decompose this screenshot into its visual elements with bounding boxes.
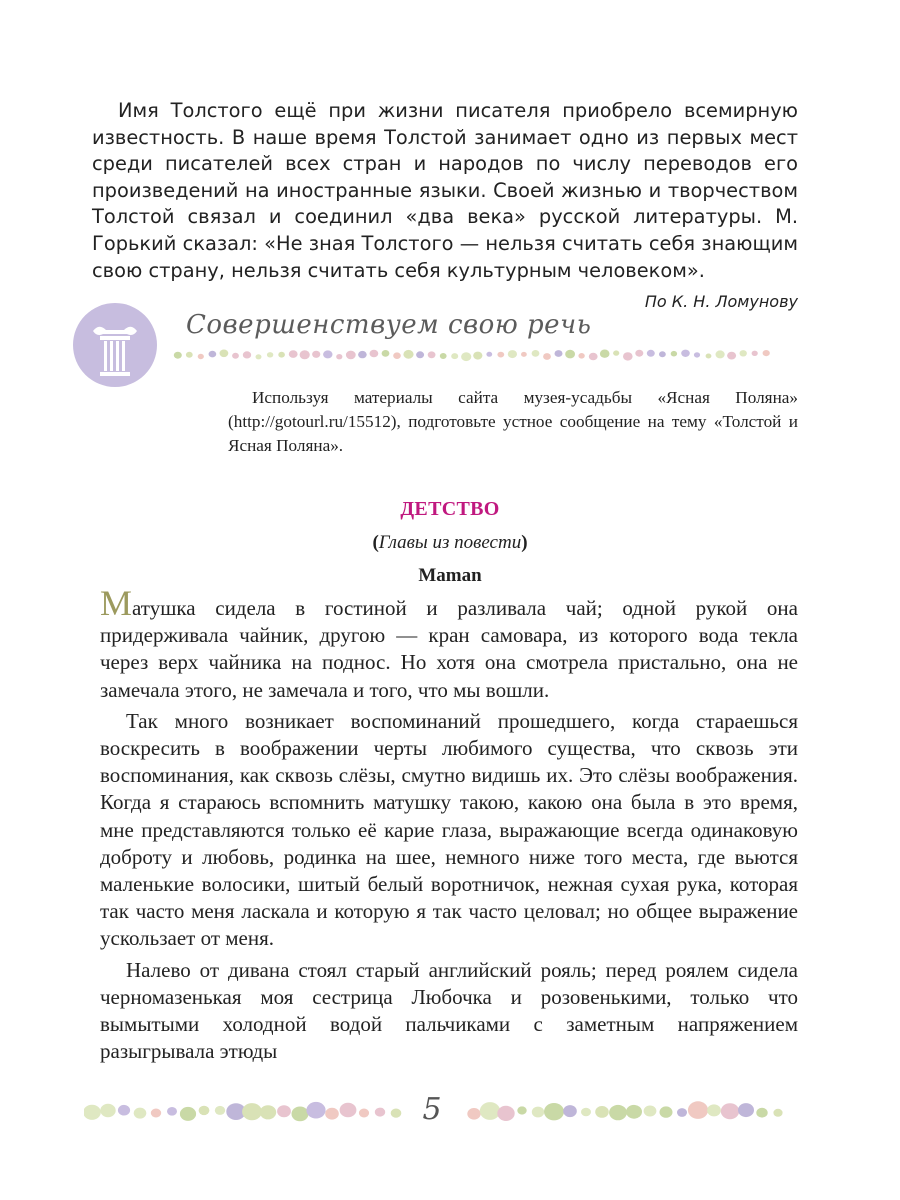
decorative-dot (555, 350, 563, 357)
decorative-dot (677, 1108, 687, 1117)
decorative-dot (199, 1106, 210, 1115)
decorative-dot (694, 352, 700, 357)
decorative-dot (215, 1106, 225, 1115)
decorative-dot (358, 351, 367, 358)
decorative-dot (623, 352, 633, 360)
decorative-dot (752, 351, 758, 356)
task-text: Используя материалы сайта музея-усадьбы «Ясная Поляна» (http://gotourl.ru/15512), подготовьте устное сообщение на тему «Толстой и Ясная Поляна». (228, 388, 798, 455)
decorative-dot (198, 354, 204, 359)
decorative-dot (382, 350, 390, 357)
decorative-dot (323, 350, 332, 358)
decorative-dot (707, 1104, 721, 1116)
story-paragraph-2: Так много возникает воспоминаний прошедшего, когда стараешься воскресить в воображении черты любимого существа, что сквозь эти воспоминания, как сквозь слёзы, смутно видишь их. Это слёзы воображения. Когда я стараюсь вспомнить матушку такою, какою она была в это время, мне представляются только её карие глаза, выражающие всегда одинаковую доброту и любовь, родинка на шее, немного ниже того места, где вьются маленькие волосики, шитый белый воротничок, нежная сухая рука, которая так часто меня ласкала и которую я так часто целовал; но общее выражение ускользает от меня. (100, 708, 798, 951)
decorative-dot (681, 350, 690, 357)
decorative-dot (375, 1108, 385, 1117)
decorative-dot (609, 1105, 627, 1120)
decorative-dot (688, 1101, 708, 1119)
decorative-dot (738, 1103, 754, 1117)
decorative-dot (118, 1105, 130, 1116)
decorative-dot (486, 352, 492, 357)
decorative-dot (278, 352, 285, 358)
decorative-dot (600, 350, 610, 358)
decorative-dot (134, 1108, 147, 1119)
column-icon (73, 303, 157, 387)
decorative-dot (393, 352, 401, 359)
decorative-dot (467, 1108, 480, 1120)
decorative-dot (659, 351, 666, 357)
decorative-dot (647, 350, 655, 357)
intro-block (92, 98, 798, 316)
decorative-dot (581, 1108, 591, 1117)
decorative-dot (544, 1103, 564, 1120)
decorative-dot (167, 1107, 177, 1116)
decorative-dot (312, 351, 320, 358)
story-paragraph-3: Налево от дивана стоял старый английский рояль; перед роялем сидела черномазенькая моя сестрица Любочка и розовенькими, только что вымытыми холодной водой пальчиками с заметным напряжением разыгрывала этюды (100, 957, 798, 1064)
decorative-dot (671, 351, 677, 357)
decorative-dot (497, 1106, 514, 1121)
decorative-dot (727, 352, 736, 360)
decorative-dot (403, 350, 413, 359)
decorative-dot (428, 351, 436, 358)
decorative-dot (521, 352, 527, 357)
decorative-dot-border (172, 347, 772, 363)
decorative-dot (706, 354, 712, 359)
decorative-dot (180, 1107, 196, 1121)
decorative-dot (243, 351, 251, 358)
decorative-dot (565, 350, 575, 359)
decorative-dot (517, 1106, 526, 1114)
decorative-dot (532, 1107, 544, 1118)
story-subtitle-text: Главы из повести (378, 532, 522, 553)
decorative-dot (292, 1107, 309, 1122)
decorative-dot (416, 351, 424, 358)
decorative-dot (543, 353, 551, 360)
decorative-dot (359, 1109, 369, 1118)
section-heading: Совершенствуем свою речь (186, 310, 592, 340)
story-title: ДЕТСТВО (400, 498, 500, 520)
decorative-dot (346, 351, 356, 360)
story-subtitle: (Главы из повести) (372, 532, 528, 553)
decorative-dot (451, 353, 458, 359)
decorative-dot (497, 352, 504, 358)
decorative-dot (508, 350, 517, 358)
decorative-dot (721, 1103, 739, 1119)
story-paragraph-1 (100, 583, 798, 704)
decorative-dot (256, 354, 262, 359)
decorative-dot (613, 350, 619, 355)
decorative-dot (626, 1105, 642, 1119)
decorative-dot (209, 351, 217, 358)
decorative-dot (763, 350, 770, 356)
decorative-dot (532, 350, 540, 357)
decorative-dot (595, 1106, 609, 1118)
decorative-dot (440, 353, 447, 359)
decorative-dot (336, 354, 342, 359)
decorative-dot (267, 352, 273, 357)
decorative-dot (660, 1106, 673, 1117)
chapter-title: Maman (418, 565, 482, 586)
decorative-dot (461, 352, 471, 361)
intro-attribution: По К. Н. Ломунову (644, 292, 798, 312)
decorative-dot (277, 1105, 291, 1117)
decorative-dot (289, 350, 298, 358)
drop-cap: М (100, 583, 133, 623)
decorative-dot (84, 1105, 101, 1120)
decorative-dot (325, 1108, 339, 1120)
decorative-dot (480, 1102, 500, 1120)
decorative-dot (306, 1102, 325, 1119)
decorative-dot (242, 1103, 262, 1120)
decorative-dot (174, 352, 182, 359)
page-number: 5 (422, 1092, 442, 1127)
decorative-dot (578, 353, 584, 359)
decorative-dot (644, 1106, 657, 1117)
task-block (228, 386, 798, 458)
decorative-dot (186, 352, 193, 358)
decorative-dot (300, 350, 310, 359)
story-paragraph-1-text: атушка сидела в гостиной и разливала чай; одной рукой она придерживала чайник, другою — кран самовара, из которого вода текла через верх чайника на поднос. Но хотя она смотрела пристально, она не замечала этого, не замечала и того, что мы вошли. (100, 596, 798, 702)
decorative-dot (232, 353, 239, 359)
decorative-dot (773, 1109, 782, 1117)
footer-dots-right (466, 1096, 786, 1128)
decorative-dot (716, 350, 725, 358)
decorative-dot (220, 350, 229, 358)
story-text (100, 583, 798, 1069)
decorative-dot (563, 1105, 577, 1117)
decorative-dot (260, 1105, 276, 1119)
footer-dots-left (84, 1096, 404, 1128)
decorative-dot (151, 1109, 161, 1118)
decorative-dot (756, 1108, 767, 1118)
decorative-dot (740, 350, 747, 356)
decorative-dot (473, 352, 482, 360)
decorative-dot (391, 1109, 402, 1118)
decorative-dot (635, 350, 643, 357)
intro-paragraph: Имя Толстого ещё при жизни писателя приобрело всемирную известность. В наше время Толстой занимает одно из первых мест среди писателей всех стран и народов по числу переводов его произведений на иностранные языки. Своей жизнью и творчеством Толстой связал и соединил «два века» русской литературы. М. Горький сказал: «Не зная Толстого — нельзя считать себя знающим свою страну, нельзя считать себя культурным человеком». (92, 99, 798, 282)
decorative-dot (589, 353, 598, 361)
decorative-dot (370, 350, 379, 358)
decorative-dot (100, 1104, 115, 1117)
decorative-dot (340, 1103, 357, 1118)
